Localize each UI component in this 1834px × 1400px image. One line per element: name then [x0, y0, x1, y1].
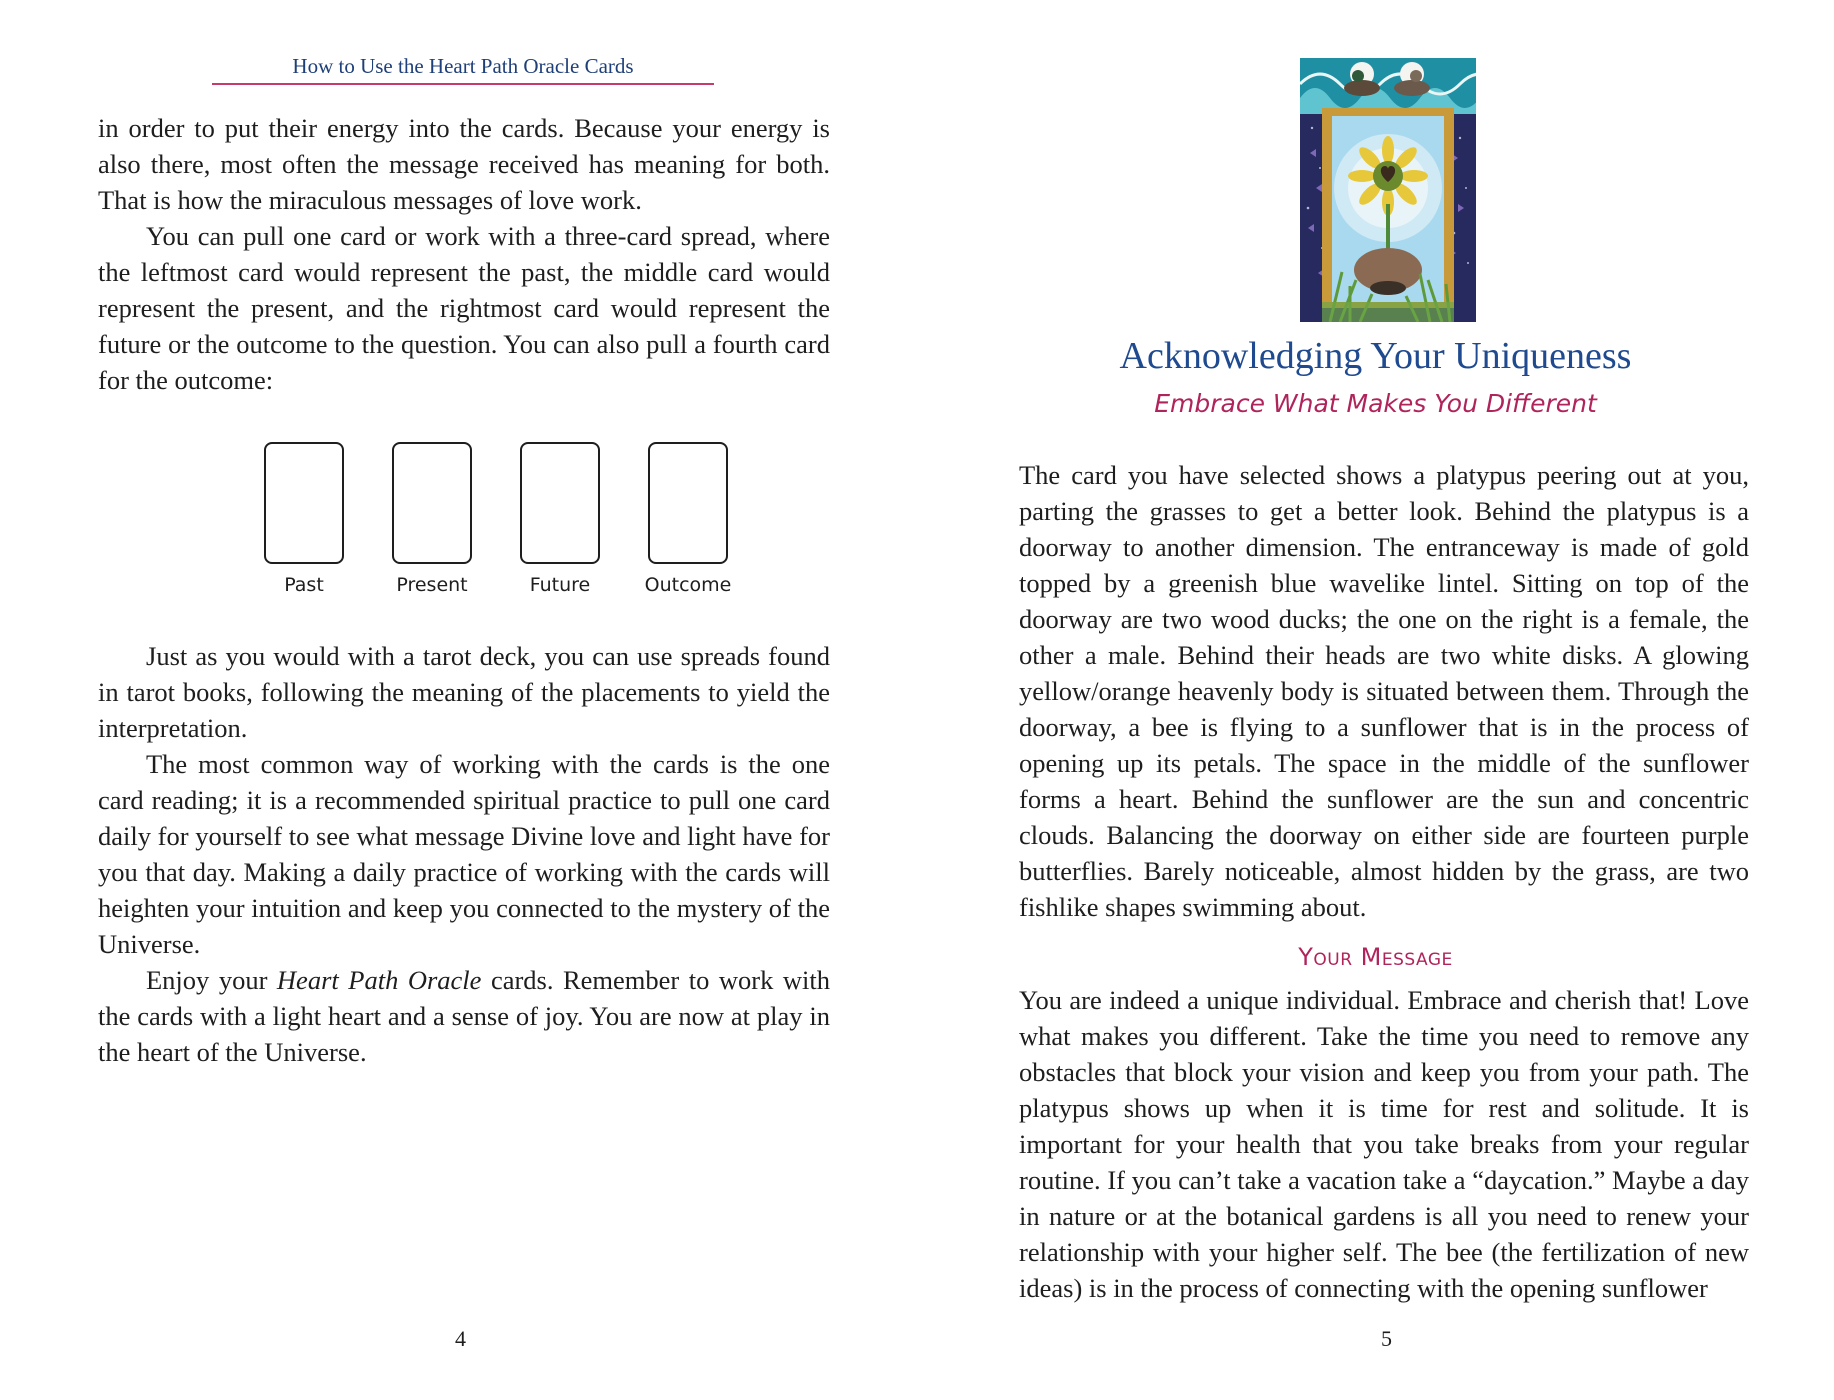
- paragraph: The most common way of working with the cards is the one card reading; it is a recommended spiritual practice to pull one card daily for yourself to see what message Divine love and light have for you that day. Making a daily practice of working with the cards will heighten your intuition and keep you connected to the mystery of the Universe.: [98, 749, 830, 959]
- spread-slot-present: [368, 442, 496, 596]
- card-outline: [264, 442, 344, 564]
- spread-slot-outcome: [624, 442, 752, 596]
- spread-label: Outcome: [644, 574, 732, 596]
- card-description: [1019, 457, 1749, 925]
- text-run: cards. Remember to work with the cards with a light heart and a sense of joy. You are now at play in the heart of the Universe.: [98, 965, 830, 1067]
- card-spread-diagram: [240, 442, 732, 612]
- paragraph: in order to put their energy into the cards. Because your energy is also there, most often the message received has meaning for both. That is how the miraculous messages of love work.: [98, 113, 830, 215]
- paragraph: You can pull one card or work with a three-card spread, where the leftmost card would represent the past, the middle card would represent the present, and the rightmost card would represent the future or the outcome to the question. You can also pull a fourth card for the outcome:: [98, 221, 830, 395]
- paragraph: The card you have selected shows a platypus peering out at you, parting the grasses to get a better look. Behind the platypus is a doorway to another dimension. The entranceway is made of gold topped by a greenish blue wavelike lintel. Sitting on top of the doorway are two wood ducks; the one on the right is a female, the other a male. Behind their heads are two white disks. A glowing yellow/orange heavenly body is situated between them. Through the doorway, a bee is flying to a sunflower that is in the process of opening up its petals. The space in the middle of the sunflower forms a heart. Behind the sunflower are the sun and concentric clouds. Balancing the doorway on either side are fourteen purple butterflies. Barely noticeable, almost hidden by the grass, are two fishlike shapes swimming about.: [1019, 460, 1749, 922]
- paragraph: [98, 962, 830, 1070]
- card-title: Acknowledging Your Uniqueness: [1119, 335, 1632, 377]
- book-title: Heart Path Oracle: [276, 965, 482, 995]
- section-heading: Your Message: [1298, 943, 1453, 971]
- paragraph: Just as you would with a tarot deck, you can use spreads found in tarot books, following the meaning of the placements to yield the interpretation.: [98, 641, 830, 743]
- page-number: 5: [1381, 1326, 1392, 1351]
- card-subtitle: Embrace What Makes You Different: [1154, 389, 1597, 418]
- left-text-top: [98, 110, 830, 398]
- right-page: [917, 0, 1834, 1400]
- card-illustration-svg: [1300, 58, 1476, 322]
- card-outline: [648, 442, 728, 564]
- spread-label: Past: [284, 574, 324, 596]
- text-run: Enjoy your: [146, 965, 277, 995]
- card-outline: [392, 442, 472, 564]
- oracle-card-illustration: [1300, 58, 1476, 322]
- spread-label: Future: [529, 574, 591, 596]
- spread-label: Present: [396, 574, 468, 596]
- left-text-bottom: [98, 638, 830, 1070]
- running-head: How to Use the Heart Path Oracle Cards: [212, 54, 714, 85]
- page-number: 4: [455, 1326, 466, 1351]
- card-outline: [520, 442, 600, 564]
- spread-slot-past: [240, 442, 368, 596]
- message-text: [1019, 982, 1749, 1306]
- paragraph: You are indeed a unique individual. Embrace and cherish that! Love what makes you different. Take the time you need to remove any obstacles that block your vision and keep you from your path. The platypus shows up when it is time for rest and solitude. It is important for your health that you take breaks from your regular routine. If you can’t take a vacation take a “daycation.” Maybe a day in nature or at the botanical gardens is all you need to renew your relationship with your higher self. The bee (the fertilization of new ideas) is in the process of connecting with the opening sunflower: [1019, 985, 1749, 1303]
- spread-slot-future: [496, 442, 624, 596]
